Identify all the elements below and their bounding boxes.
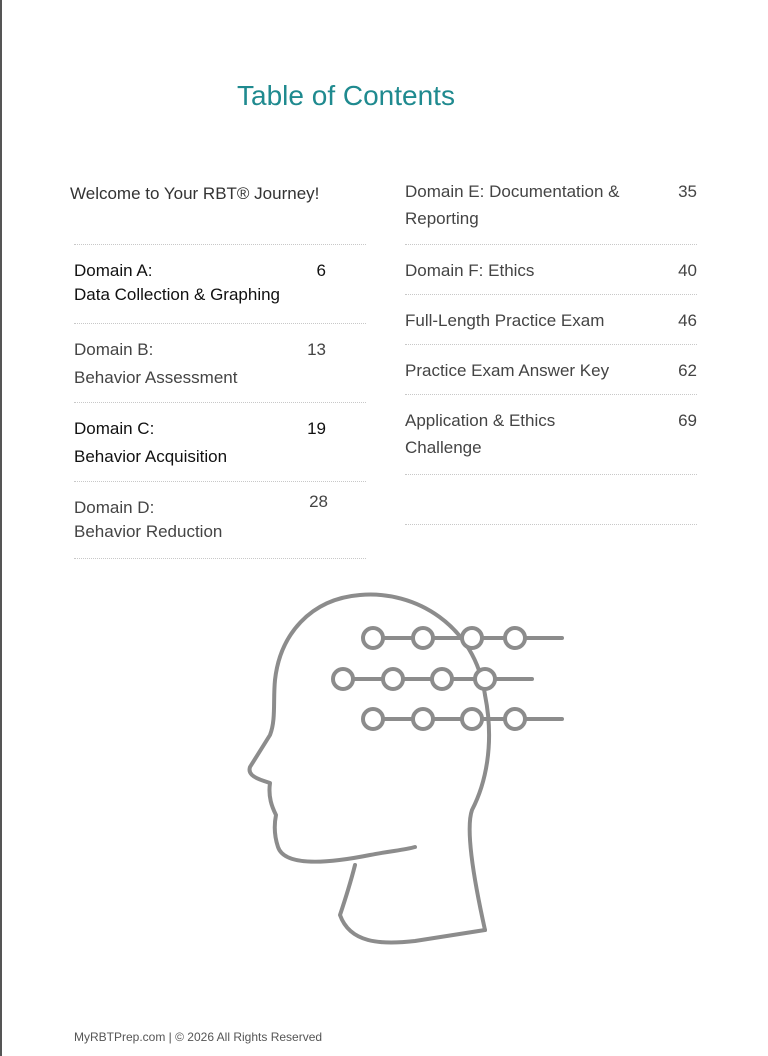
- toc-entry-label: Domain B: Behavior Assessment: [74, 340, 238, 387]
- toc-page-number: 6: [316, 261, 326, 280]
- toc-page-number: 62: [678, 361, 697, 380]
- toc-entry-ethics-challenge: [405, 394, 697, 474]
- toc-entry-label: Domain A: Data Collection & Graphing: [74, 261, 281, 304]
- toc-entry-label: Domain C: Behavior Acquisition: [74, 419, 228, 466]
- toc-right-column: [405, 178, 697, 525]
- toc-entry-domain-a: [74, 244, 366, 323]
- toc-entry-label: Domain E: Documentation & Reporting: [405, 182, 620, 228]
- toc-page-number: 19: [307, 419, 326, 438]
- toc-page-number: 69: [678, 411, 697, 430]
- toc-entry-domain-f: [405, 244, 697, 294]
- toc-welcome-entry: Welcome to Your RBT® Journey!: [70, 184, 320, 203]
- page-footer: MyRBTPrep.com | © 2026 All Rights Reserved: [74, 1030, 323, 1044]
- toc-entry-domain-d: [74, 481, 366, 559]
- toc-page-number: 28: [309, 492, 328, 511]
- toc-entry-label: Application & Ethics Challenge: [405, 411, 556, 457]
- toc-entry-label: Domain D: Behavior Reduction: [74, 498, 223, 541]
- toc-left-column: [74, 244, 366, 559]
- toc-page-number: 13: [307, 340, 326, 359]
- toc-entry-answer-key: [405, 344, 697, 394]
- page-title: Table of Contents: [237, 80, 455, 111]
- toc-entry-domain-e: [405, 178, 697, 244]
- toc-page-number: 46: [678, 311, 697, 330]
- toc-page-number: 40: [678, 261, 697, 280]
- toc-entry-label: Full-Length Practice Exam: [405, 311, 605, 330]
- toc-page-number: 35: [678, 182, 697, 201]
- toc-entry-domain-b: [74, 323, 366, 402]
- toc-entry-domain-c: [74, 402, 366, 481]
- head-profile-with-node-lines-icon: [240, 585, 580, 955]
- toc-entry-practice-exam: [405, 294, 697, 344]
- toc-entry-label: Domain F: Ethics: [405, 261, 535, 280]
- page-edge: [0, 0, 2, 1056]
- toc-empty-row: [405, 474, 697, 525]
- toc-entry-label: Practice Exam Answer Key: [405, 361, 610, 380]
